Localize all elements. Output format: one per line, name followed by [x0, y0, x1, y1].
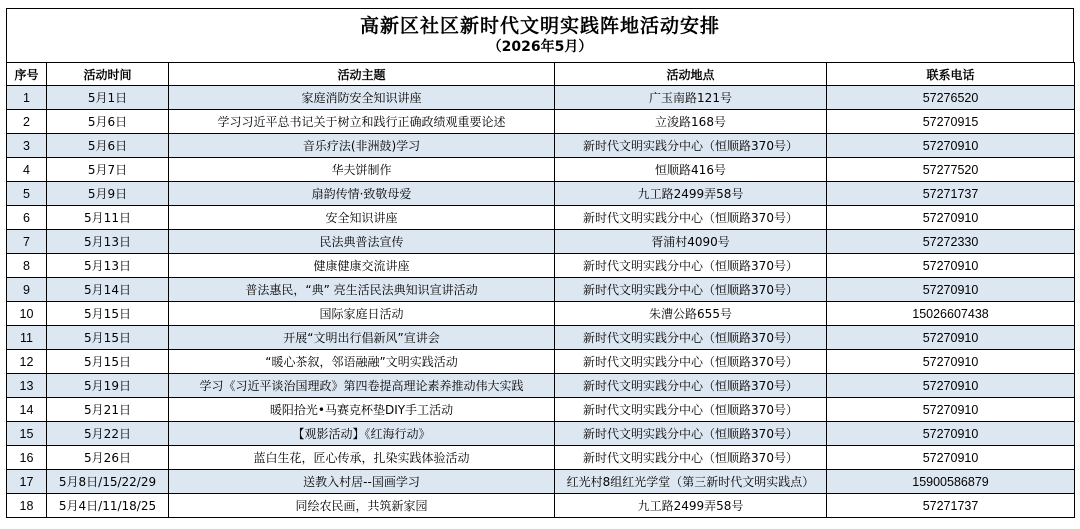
cell-phone: 57270915 — [827, 110, 1075, 134]
page-title: 高新区社区新时代文明实践阵地活动安排 — [359, 15, 720, 37]
cell-location: 九工路2499弄58号 — [555, 182, 827, 206]
cell-theme: 音乐疗法(非洲鼓)学习 — [169, 134, 555, 158]
cell-phone: 57272330 — [827, 230, 1075, 254]
cell-time: 5月6日 — [47, 134, 169, 158]
cell-index: 2 — [7, 110, 47, 134]
cell-theme: 【观影活动】《红海行动》 — [169, 422, 555, 446]
cell-location: 新时代文明实践分中心（恒顺路370号） — [555, 206, 827, 230]
cell-time: 5月6日 — [47, 110, 169, 134]
cell-location: 胥浦村4090号 — [555, 230, 827, 254]
cell-index: 16 — [7, 446, 47, 470]
cell-index: 1 — [7, 86, 47, 110]
table-row — [7, 206, 1075, 230]
activity-table — [6, 62, 1075, 518]
cell-phone: 57271737 — [827, 494, 1075, 518]
cell-theme: 健康健康交流讲座 — [169, 254, 555, 278]
cell-location: 新时代文明实践分中心（恒顺路370号） — [555, 134, 827, 158]
cell-time: 5月26日 — [47, 446, 169, 470]
table-row — [7, 278, 1075, 302]
cell-time: 5月21日 — [47, 398, 169, 422]
cell-theme: 同绘农民画，共筑新家园 — [169, 494, 555, 518]
cell-phone: 57270910 — [827, 278, 1075, 302]
cell-index: 12 — [7, 350, 47, 374]
cell-location: 九工路2499弄58号 — [555, 494, 827, 518]
cell-location: 新时代文明实践分中心（恒顺路370号） — [555, 398, 827, 422]
cell-theme: 普法惠民，“典” 亮生活民法典知识宣讲活动 — [169, 278, 555, 302]
cell-time: 5月11日 — [47, 206, 169, 230]
page-subtitle: （2026年5月） — [487, 39, 593, 55]
cell-location: 新时代文明实践分中心（恒顺路370号） — [555, 254, 827, 278]
cell-location: 新时代文明实践分中心（恒顺路370号） — [555, 422, 827, 446]
table-row — [7, 230, 1075, 254]
cell-index: 8 — [7, 254, 47, 278]
cell-phone: 15026607438 — [827, 302, 1075, 326]
schedule-sheet — [6, 8, 1074, 518]
cell-theme: 暖阳拾光•马赛克杯垫DIY手工活动 — [169, 398, 555, 422]
cell-index: 5 — [7, 182, 47, 206]
cell-phone: 57270910 — [827, 134, 1075, 158]
cell-index: 17 — [7, 470, 47, 494]
cell-theme: 民法典普法宣传 — [169, 230, 555, 254]
cell-location: 新时代文明实践分中心（恒顺路370号） — [555, 278, 827, 302]
cell-theme: “暖心茶叙，邻语融融”文明实践活动 — [169, 350, 555, 374]
cell-time: 5月13日 — [47, 230, 169, 254]
cell-theme: 安全知识讲座 — [169, 206, 555, 230]
cell-time: 5月7日 — [47, 158, 169, 182]
cell-theme: 国际家庭日活动 — [169, 302, 555, 326]
cell-location: 广玉南路121号 — [555, 86, 827, 110]
table-row — [7, 326, 1075, 350]
cell-location: 朱漕公路655号 — [555, 302, 827, 326]
cell-time: 5月19日 — [47, 374, 169, 398]
table-row — [7, 422, 1075, 446]
cell-time: 5月9日 — [47, 182, 169, 206]
cell-time: 5月22日 — [47, 422, 169, 446]
table-row — [7, 302, 1075, 326]
cell-phone: 57277520 — [827, 158, 1075, 182]
cell-time: 5月15日 — [47, 302, 169, 326]
cell-phone: 57270910 — [827, 350, 1075, 374]
header-phone: 联系电话 — [827, 63, 1075, 86]
header-location: 活动地点 — [555, 63, 827, 86]
cell-theme: 扇韵传情·致敬母爱 — [169, 182, 555, 206]
cell-location: 新时代文明实践分中心（恒顺路370号） — [555, 350, 827, 374]
header-row — [7, 63, 1075, 86]
cell-index: 3 — [7, 134, 47, 158]
cell-index: 14 — [7, 398, 47, 422]
cell-index: 11 — [7, 326, 47, 350]
cell-phone: 57270910 — [827, 398, 1075, 422]
cell-location: 新时代文明实践分中心（恒顺路370号） — [555, 374, 827, 398]
cell-theme: 学习《习近平谈治国理政》第四卷提高理论素养推动伟大实践 — [169, 374, 555, 398]
cell-theme: 蓝白生花，匠心传承，扎染实践体验活动 — [169, 446, 555, 470]
cell-index: 7 — [7, 230, 47, 254]
table-row — [7, 86, 1075, 110]
header-time: 活动时间 — [47, 63, 169, 86]
cell-phone: 57276520 — [827, 86, 1075, 110]
cell-index: 10 — [7, 302, 47, 326]
cell-phone: 57270910 — [827, 326, 1075, 350]
cell-time: 5月15日 — [47, 326, 169, 350]
table-row — [7, 470, 1075, 494]
table-row — [7, 398, 1075, 422]
header-index: 序号 — [7, 63, 47, 86]
table-row — [7, 446, 1075, 470]
cell-phone: 15900586879 — [827, 470, 1075, 494]
cell-location: 恒顺路416号 — [555, 158, 827, 182]
cell-location: 新时代文明实践分中心（恒顺路370号） — [555, 446, 827, 470]
cell-theme: 送教入村居--国画学习 — [169, 470, 555, 494]
cell-index: 9 — [7, 278, 47, 302]
cell-theme: 家庭消防安全知识讲座 — [169, 86, 555, 110]
cell-time: 5月15日 — [47, 350, 169, 374]
cell-phone: 57270910 — [827, 374, 1075, 398]
title-block — [6, 8, 1074, 62]
table-row — [7, 254, 1075, 278]
cell-index: 6 — [7, 206, 47, 230]
table-row — [7, 182, 1075, 206]
cell-time: 5月13日 — [47, 254, 169, 278]
cell-phone: 57270910 — [827, 206, 1075, 230]
cell-phone: 57271737 — [827, 182, 1075, 206]
cell-phone: 57270910 — [827, 446, 1075, 470]
cell-index: 15 — [7, 422, 47, 446]
cell-location: 立浚路168号 — [555, 110, 827, 134]
cell-time: 5月4日/11/18/25 — [47, 494, 169, 518]
cell-time: 5月1日 — [47, 86, 169, 110]
cell-index: 13 — [7, 374, 47, 398]
cell-location: 新时代文明实践分中心（恒顺路370号） — [555, 326, 827, 350]
cell-theme: 学习习近平总书记关于树立和践行正确政绩观重要论述 — [169, 110, 555, 134]
cell-index: 4 — [7, 158, 47, 182]
cell-location: 红光村8组红光学堂（第三新时代文明实践点） — [555, 470, 827, 494]
table-row — [7, 158, 1075, 182]
table-row — [7, 494, 1075, 518]
header-theme: 活动主题 — [169, 63, 555, 86]
table-row — [7, 134, 1075, 158]
cell-theme: 华夫饼制作 — [169, 158, 555, 182]
table-row — [7, 110, 1075, 134]
cell-time: 5月8日/15/22/29 — [47, 470, 169, 494]
cell-phone: 57270910 — [827, 254, 1075, 278]
table-row — [7, 374, 1075, 398]
cell-time: 5月14日 — [47, 278, 169, 302]
cell-theme: 开展“文明出行倡新风”宣讲会 — [169, 326, 555, 350]
cell-index: 18 — [7, 494, 47, 518]
cell-phone: 57270910 — [827, 422, 1075, 446]
table-row — [7, 350, 1075, 374]
